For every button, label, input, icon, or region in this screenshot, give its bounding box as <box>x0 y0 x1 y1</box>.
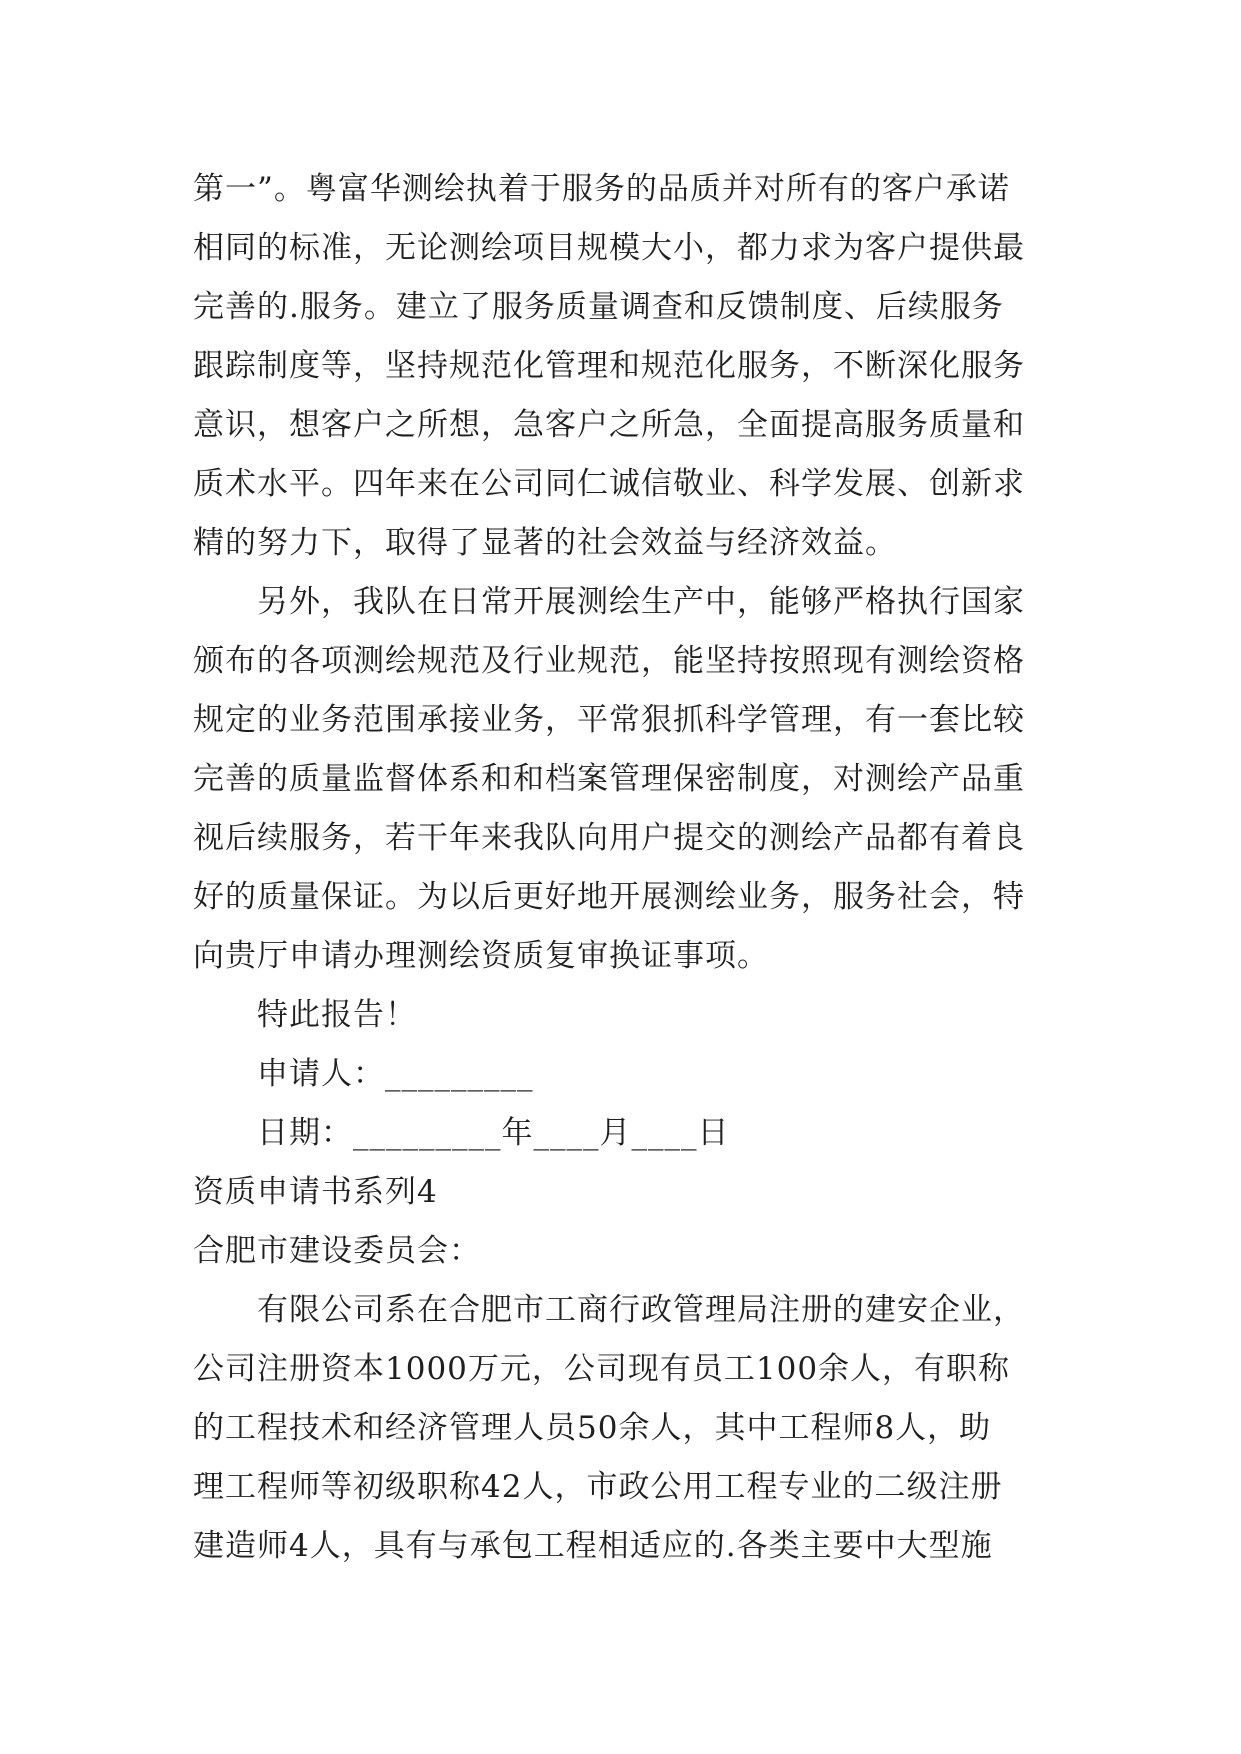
text-line: 日期：_________年____月____日 <box>257 1115 730 1151</box>
text-line: 相同的标准，无论测绘项目规模大小，都力求为客户提供最 <box>193 230 1025 266</box>
text-line: 规定的业务范围承接业务，平常狠抓科学管理，有一套比较 <box>193 702 1025 738</box>
text-line: 意识，想客户之所想，急客户之所急，全面提高服务质量和 <box>193 407 1025 443</box>
text-line: 另外，我队在日常开展测绘生产中，能够严格执行国家 <box>257 584 1025 620</box>
text-line: 建造师4人，具有与承包工程相适应的.各类主要中大型施 <box>193 1528 993 1564</box>
text-line: 精的努力下，取得了显著的社会效益与经济效益。 <box>193 525 897 561</box>
text-line: 质术水平。四年来在公司同仁诚信敬业、科学发展、创新求 <box>193 466 1025 502</box>
document-body <box>193 160 1055 1576</box>
text-line: 第一”。粤富华测绘执着于服务的品质并对所有的客户承诺 <box>193 171 1010 207</box>
text-line: 理工程师等初级职称42人，市政公用工程专业的二级注册 <box>193 1469 1003 1505</box>
text-line: 有限公司系在合肥市工商行政管理局注册的建安企业， <box>257 1292 1025 1328</box>
text-line: 特此报告！ <box>257 997 417 1033</box>
text-line: 好的质量保证。为以后更好地开展测绘业务，服务社会，特 <box>193 879 1025 915</box>
text-line: 合肥市建设委员会： <box>193 1233 481 1269</box>
text-line: 视后续服务，若干年来我队向用户提交的测绘产品都有着良 <box>193 820 1025 856</box>
text-line: 完善的.服务。建立了服务质量调查和反馈制度、后续服务 <box>193 289 1004 325</box>
text-line: 资质申请书系列4 <box>193 1174 438 1210</box>
text-line: 公司注册资本1000万元，公司现有员工100余人，有职称 <box>193 1351 1011 1387</box>
text-line: 完善的质量监督体系和和档案管理保密制度，对测绘产品重 <box>193 761 1025 797</box>
text-line: 跟踪制度等，坚持规范化管理和规范化服务，不断深化服务 <box>193 348 1025 384</box>
text-line: 申请人：_________ <box>257 1056 534 1092</box>
text-line: 颁布的各项测绘规范及行业规范，能坚持按照现有测绘资格 <box>193 643 1025 679</box>
text-line: 的工程技术和经济管理人员50余人，其中工程师8人，助 <box>193 1410 992 1446</box>
text-line: 向贵厅申请办理测绘资质复审换证事项。 <box>193 938 769 974</box>
